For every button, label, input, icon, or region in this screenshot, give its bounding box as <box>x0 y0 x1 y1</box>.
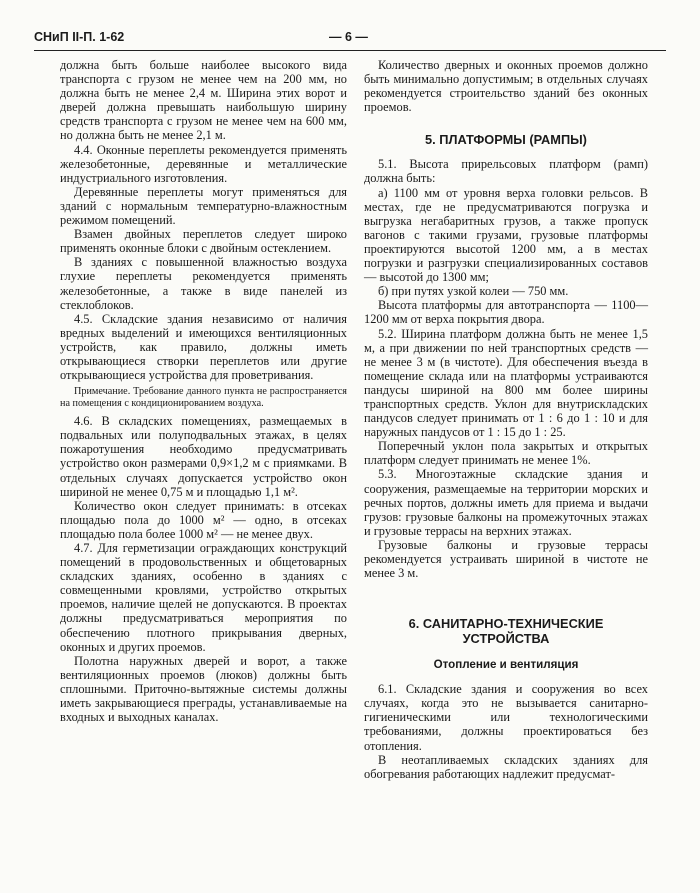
paragraph: 5.3. Многоэтажные складские здания и сооружения, размещаемые на территории морских и речных портов, должны иметь для приема и выдачи грузов: грузовые балконы на промежуточных этажах и грузовые террасы на верхних этажах. <box>364 467 648 538</box>
paragraph: б) при путях узкой колеи — 750 мм. <box>378 284 569 299</box>
section-heading: 5. ПЛАТФОРМЫ (РАМПЫ) <box>425 132 587 148</box>
paragraph: 4.7. Для герметизации ограждающих конструкций помещений в продовольственных и общетоварных складских зданиях, особенно в зданиях с совмещенными кровлями, устройство открытых проемов, наличие щелей не допускаются. В проектах должны предусматриваться мероприятия по обеспечению плотного прикрывания дверных, оконных и других проемов. <box>60 541 347 654</box>
paragraph: 4.5. Складские здания независимо от наличия вредных выделений и имеющихся вентиляционных устройств, как правило, должны иметь открывающиеся створки переплетов или другие открывающиеся устройства для проветривания. <box>60 311 347 383</box>
document-code: СНиП II-П. 1-62 <box>34 30 125 44</box>
paragraph: Грузовые балконы и грузовые террасы рекомендуется устраивать шириной в чистоте не менее 3 м. <box>364 537 648 581</box>
section-heading: 6. САНИТАРНО-ТЕХНИЧЕСКИЕ УСТРОЙСТВА <box>408 616 604 647</box>
paragraph: 6.1. Складские здания и сооружения во всех случаях, когда это не вызывается санитарно-гигиеническими или технологическими требованиями, должны проектироваться без отопления. <box>364 682 648 753</box>
right-column <box>364 58 648 781</box>
paragraph: 5.2. Ширина платформ должна быть не менее 1,5 м, а при движении по ней транспортных средств — не менее 3 м (в чистоте). Для обеспечения въезда в помещение склада или на платформы устраиваются пандусы шириной на 800 мм более ширины транспортных средств. Уклон для внутрискладских пандусов следует принимать от 1 : 6 до 1 : 10 и для наружных пандусов от 1 : 15 до 1 : 25. <box>364 326 648 440</box>
paragraph: Деревянные переплеты могут применяться для зданий с нормальным температурно-влажностным режимом помещений. <box>60 184 347 228</box>
paragraph: Количество дверных и оконных проемов должно быть минимально допустимым; в отдельных случаях рекомендуется строительство зданий без оконных проемов. <box>364 58 648 115</box>
paragraph: должна быть больше наиболее высокого вида транспорта с грузом не менее чем на 200 мм, но должна быть не менее 2,4 м. Ширина этих ворот и дверей должна превышать наибольшую ширину средств транспорта с грузом не менее чем на 600 мм, но должна быть не менее 2,1 м. <box>60 58 347 143</box>
paragraph: Полотна наружных дверей и ворот, а также вентиляционных проемов (люков) должны быть сплошными. Приточно-вытяжные системы должны иметь закрывающиеся преграды, устанавливаемые на входных и выходных каналах. <box>60 653 347 725</box>
paragraph: Высота платформы для автотранспорта — 1100—1200 мм от верха покрытия двора. <box>364 298 648 327</box>
paragraph: В неотапливаемых складских зданиях для обогревания работающих надлежит предусмат- <box>364 752 648 781</box>
note: Примечание. Требование данного пункта не распространяется на помещения с кондиционированием воздуха. <box>60 386 347 410</box>
paragraph: Поперечный уклон пола закрытых и открытых платформ следует принимать не менее 1%. <box>364 439 648 468</box>
paragraph: 4.6. В складских помещениях, размещаемых в подвальных или полуподвальных этажах, в целях пожаротушения необходимо предусматривать устройство окон размерами 0,9×1,2 м с приямками. В отдельных случаях допускается устройство окон шириной не менее 0,75 м и площадью 1,1 м². <box>60 414 347 499</box>
page-header <box>34 30 666 46</box>
paragraph: а) 1100 мм от уровня верха головки рельсов. В местах, где не предусматриваются погрузка и выгрузка негабаритных грузов, а также пропуск вагонов с такими грузами, грузовые платформы проектируются высотой 1200 мм, а в местах погрузки и разгрузки специализированных составов — высотой до 1300 мм; <box>364 185 648 285</box>
paragraph: Количество окон следует принимать: в отсеках площадью пола до 1000 м² — одно, в отсеках площадью пола более 1000 м² — не менее двух. <box>60 498 347 541</box>
subsection-heading: Отопление и вентиляция <box>433 658 579 672</box>
paragraph: В зданиях с повышенной влажностью воздуха глухие переплеты рекомендуется применять железобетонные, а также в виде панелей из стеклоблоков. <box>60 255 347 312</box>
page-number: — 6 — <box>329 30 368 44</box>
paragraph: 5.1. Высота прирельсовых платформ (рамп) должна быть: <box>364 157 648 186</box>
paragraph: Взамен двойных переплетов следует широко применять оконные блоки с двойным остеклением. <box>60 227 347 256</box>
header-rule <box>34 50 666 51</box>
paragraph: 4.4. Оконные переплеты рекомендуется применять железобетонные, деревянные и металлические индустриального изготовления. <box>60 142 347 185</box>
left-column <box>60 58 347 724</box>
